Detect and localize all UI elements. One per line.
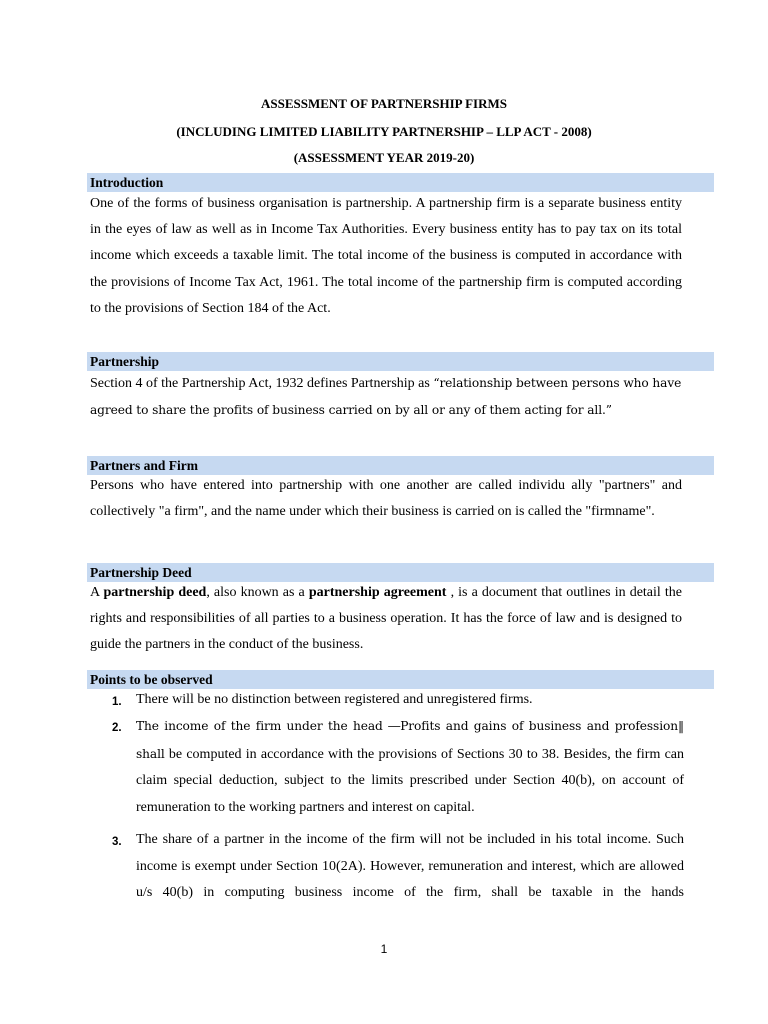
list-number: 3.: [112, 836, 122, 848]
list-item-text: There will be no distinction between registered and unregistered firms.: [136, 692, 533, 707]
assessment-year: (ASSESSMENT YEAR 2019-20): [293, 150, 475, 165]
agreement-bold-term: partnership agreement: [308, 585, 447, 600]
partnership-paragraph: [90, 370, 682, 424]
list-item-text-first-line: The income of the firm under the head ―Profits and gains of business and profession‖ shall: [136, 719, 684, 761]
deed-text-c: , is a document that outlines in detail the rights and responsibilities of all parties to a business operation. It has the force of law and is designed to guide the partners in the conduct of the business.: [90, 585, 683, 653]
list-item-3: [112, 827, 684, 907]
document-subtitle: (INCLUDING LIMITED LIABILITY PARTNERSHIP – LLP ACT - 2008): [176, 124, 592, 139]
list-item-text: [136, 713, 684, 821]
deed-text-a: A: [90, 585, 104, 600]
list-item-1: [112, 687, 684, 714]
section-heading-partners-and-firm: Partners and Firm: [87, 456, 714, 475]
list-item-text: The share of a partner in the income of the firm will not be included in his total income. Such income is exempt under Section 10(2A). However, remuneration and interest, which are allowed u/s 40(b) in computing business income of the firm, shall be taxable in the hands: [136, 832, 684, 900]
deed-text-b: , also known as a: [206, 585, 309, 600]
deed-bold-term: partnership deed: [103, 585, 207, 600]
section-heading-partnership: Partnership: [87, 352, 714, 371]
partners-and-firm-paragraph: Persons who have entered into partnership with one another are called individu ally "partners" and collectively "a firm", and the name under which their business is carried on is called the "firmname".: [90, 478, 682, 520]
list-item-text-rest: be computed in accordance with the provisions of Sections 30 to 38. Besides, the firm can claim special deduction, subject to the limits prescribed under Section 40(b), on account of remuneration to the working partners and interest on capital.: [136, 746, 684, 815]
partnership-text-part1: Section 4 of the Partnership Act, 1932 defines Partnership as: [90, 376, 434, 391]
document-title: ASSESSMENT OF PARTNERSHIP FIRMS: [261, 96, 507, 111]
list-number: 1.: [112, 696, 122, 708]
list-item-2: [112, 713, 684, 821]
section-heading-partnership-deed: Partnership Deed: [87, 563, 714, 582]
section-heading-points: Points to be observed: [87, 670, 714, 689]
section-heading-introduction: Introduction: [87, 173, 714, 192]
list-number: 2.: [112, 722, 122, 734]
introduction-paragraph: One of the forms of business organisation is partnership. A partnership firm is a separate business entity in the eyes of law as well as in Income Tax Authorities. Every business entity has to pay tax on its total income which exceeds a taxable limit. The total income of the business is computed in accordance with the provisions of Income Tax Act, 1961. The total income of the partnership firm is computed according to the provisions of Section 184 of the Act.: [90, 196, 682, 316]
partnership-deed-paragraph: [90, 580, 682, 659]
partnership-definition-quote: “relationship between persons who have agreed to share the profits of business carried on by all or any of them acting for all.”: [90, 376, 682, 418]
page-number: 1: [380, 942, 388, 956]
